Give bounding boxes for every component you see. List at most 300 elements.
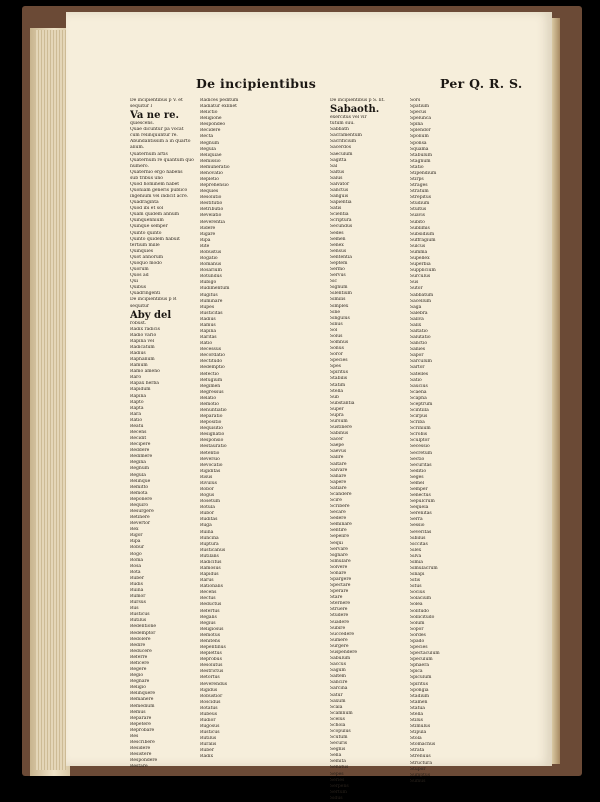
text-line: Quadraginta [130, 200, 159, 206]
text-line: robust. [130, 320, 147, 326]
text-line: Singulus [330, 315, 350, 321]
text-line: Succedere [330, 631, 355, 637]
text-line: Rursus [130, 600, 146, 606]
text-line: Quos ad [130, 273, 149, 279]
text-line: Sagum [330, 668, 346, 674]
text-line: Stola [410, 736, 422, 742]
text-line: Secessio [410, 444, 430, 450]
text-line: Repositio [200, 420, 222, 426]
text-line: Rara [130, 411, 142, 417]
text-line: Stratum [410, 189, 429, 195]
text-line: Ramum [130, 363, 148, 369]
text-line: Roma [130, 557, 144, 563]
text-line: Replettus [200, 651, 222, 657]
text-line: Rapax herba [130, 381, 159, 387]
text-line: Seminare [330, 522, 352, 528]
text-line: Strata [410, 748, 425, 754]
text-line: Rumor [130, 594, 146, 600]
text-line: Rigare [200, 231, 216, 237]
text-line: Reddere [130, 448, 150, 454]
text-line: Ruber [200, 748, 214, 754]
text-line: Solum [410, 620, 425, 626]
text-line: Reprehensio [200, 183, 229, 189]
running-header-left: De incipientibus [196, 76, 317, 91]
text-line: Raphanum [130, 357, 155, 363]
text-line: Ruina [200, 529, 214, 535]
text-line: Statim [330, 382, 346, 388]
text-line: Quoniam generis publico [130, 188, 188, 194]
text-line: Stultus [410, 207, 427, 213]
text-line: Recidere [200, 128, 221, 134]
text-line: Serpens [330, 783, 349, 789]
text-line: Sarculum [410, 359, 432, 365]
text-line: Quae dicuntur pa vocat [130, 127, 184, 133]
text-line: Sphaera [410, 663, 430, 669]
text-line: Silex [410, 547, 422, 553]
text-line: Rutilus [200, 736, 217, 742]
text-line: numero. [130, 163, 149, 169]
text-line: Sarcina [330, 686, 348, 692]
text-line: Saxum [330, 698, 346, 704]
text-line: Scamnum [330, 710, 353, 716]
text-line: Reficere [130, 660, 150, 666]
text-line: Refertus [200, 608, 220, 614]
text-line: Saucius [410, 383, 428, 389]
text-line: Sumus [410, 778, 426, 784]
text-line: De incipientibus p S. lit. [330, 98, 385, 103]
text-line: Remanere [130, 697, 154, 703]
text-line: Ramus [200, 322, 216, 328]
text-line: Sutor [410, 286, 423, 292]
text-line: Studium [410, 201, 430, 207]
text-line: Revertor [130, 521, 151, 527]
text-line: Respondeo [200, 122, 226, 128]
text-line: Secretum [410, 450, 433, 456]
text-line: Sperare [330, 589, 349, 595]
text-line: Relictio [200, 110, 218, 116]
text-line: Reprobus [200, 657, 222, 663]
text-line: Retentio [200, 450, 220, 456]
text-line: Regere [130, 667, 147, 673]
text-line: Rotundus [200, 274, 222, 280]
text-line: Restare [130, 764, 148, 770]
text-line: Rudis [130, 581, 143, 587]
text-line: Quaternum artis [130, 151, 168, 157]
text-line: Saepe [330, 443, 344, 449]
text-line: Spelunca [410, 116, 432, 122]
text-line: Severitas [410, 529, 432, 535]
text-line: Schola [330, 722, 346, 728]
text-line: Quinto quidem habuit [130, 236, 180, 242]
text-line: Quinquennium [130, 218, 164, 224]
text-line: Redentione [130, 624, 157, 630]
text-line: Rusticanus [200, 547, 226, 553]
text-line: Religiosus [200, 626, 224, 632]
text-line: Saltem [330, 674, 346, 680]
text-line: Soror [330, 352, 343, 358]
text-line: Sumere [330, 637, 348, 643]
text-line: Rusticitas [200, 310, 223, 316]
text-line: Rubor [200, 511, 215, 517]
text-line: Rigor [130, 533, 143, 539]
text-line: Redire [130, 642, 146, 648]
text-line: sub tribus uno [130, 175, 163, 181]
text-line: Reversio [200, 456, 220, 462]
text-line: Revelatio [200, 213, 222, 219]
text-line: Servus [330, 273, 346, 279]
text-line: Sordes [410, 632, 426, 638]
text-line: Rus [130, 606, 139, 612]
text-line: Senex [330, 242, 344, 248]
text-line: Scriba [410, 420, 425, 426]
text-line: Sub [330, 394, 339, 400]
text-line: Sceptrum [410, 401, 433, 407]
text-line: Sensus [330, 248, 347, 254]
text-line: Roscidus [200, 699, 221, 705]
text-column-2 [200, 98, 280, 761]
text-line: Scala [330, 704, 343, 710]
text-line: Stabulum [410, 152, 432, 158]
text-line: Stadium [410, 693, 430, 699]
text-line: Surculus [410, 274, 431, 280]
text-line: Quot annorum [130, 254, 164, 260]
text-line: Radicatum [130, 344, 155, 350]
text-line: Rapina [130, 393, 147, 399]
text-line: Radius [200, 316, 216, 322]
text-line: Statio [410, 164, 424, 170]
text-line: Requisitio [200, 426, 223, 432]
text-line: Sapientia [330, 200, 352, 206]
text-line: sequitur [130, 303, 150, 309]
text-line: Robor [200, 487, 214, 492]
text-line: Simplex [330, 303, 349, 309]
text-line: Restitutio [200, 201, 223, 207]
text-line: Septem [330, 260, 348, 266]
text-line: Statua [410, 705, 425, 711]
text-line: Signare [330, 552, 348, 558]
text-line: tutum suu. [330, 121, 355, 127]
text-line: Qui [130, 279, 139, 285]
text-line: Radio vario [130, 332, 157, 338]
text-line: Quoquo modo [130, 260, 162, 266]
text-line: Semper [410, 487, 428, 492]
text-line: Sublimis [410, 225, 430, 231]
text-line: Rupes [200, 304, 215, 310]
text-line: Scaena [410, 389, 427, 395]
text-line: Sanctus [330, 188, 349, 194]
text-line: Reverendus [200, 681, 228, 687]
text-line: Scriptura [330, 218, 352, 224]
text-line: Rotula [200, 505, 215, 511]
text-line: Quinto quinto [130, 230, 162, 236]
text-line: Robustus [200, 249, 222, 255]
text-line: Religio [130, 685, 146, 691]
text-line: Scelus [330, 716, 345, 722]
text-line: Scandere [330, 491, 352, 497]
text-line: Reparare [130, 715, 152, 721]
text-line: Regula [130, 472, 146, 478]
text-line: Sedes [330, 230, 344, 236]
text-line: Spargere [330, 577, 352, 583]
text-line: Redemptio [200, 365, 225, 371]
text-line: Sabaoth. [330, 104, 380, 116]
text-line: Refugium [200, 377, 223, 383]
text-line: Sertum [330, 789, 347, 795]
text-line: Signum [330, 285, 348, 291]
text-line: Sabinus [330, 431, 349, 437]
text-line: Salvare [330, 467, 348, 473]
text-line: Risus [200, 474, 213, 480]
text-line: Stella [410, 711, 424, 717]
text-line: Restauratio [200, 444, 227, 450]
text-line: Sancire [330, 680, 348, 686]
text-line: Series [330, 777, 345, 783]
text-line: Strenuus [410, 754, 431, 760]
text-line: Remedium [130, 703, 155, 709]
text-line: Remuneratio [200, 164, 230, 170]
text-line: Rigidus [200, 687, 218, 693]
text-line: Renovatio [200, 170, 223, 176]
text-line: Repentinus [200, 645, 226, 651]
text-line: Serra [410, 517, 423, 523]
text-line: Rusticus [200, 730, 220, 736]
text-line: Resistere [130, 752, 152, 758]
text-line: Rapidus [200, 572, 219, 578]
text-line: Recessus [200, 347, 222, 353]
text-line: Stagnum [410, 158, 431, 164]
text-line: Rusticus [130, 612, 150, 618]
text-line: Satelles [410, 371, 429, 377]
text-line: Spiculum [410, 675, 432, 681]
text-line: Radius [130, 350, 146, 356]
text-line: Recipere [130, 442, 151, 448]
text-line: Resolutus [200, 663, 223, 669]
text-line: Salix [410, 322, 422, 328]
text-line: Specus [410, 110, 427, 116]
text-line: Recidit [130, 436, 147, 442]
text-line: Stimulus [410, 724, 431, 730]
text-line: Aby del [130, 309, 172, 321]
text-line: Rosetum [200, 499, 221, 505]
text-line: Salire [330, 455, 344, 461]
text-line: Radicitus [200, 559, 222, 565]
text-line: Sanctio [410, 341, 428, 347]
text-line: Rogatio [200, 256, 218, 262]
text-line: Va ne re. [130, 110, 180, 122]
text-line: Responsio [200, 438, 224, 444]
text-line: Referre [130, 654, 148, 660]
text-line: Romanus [200, 262, 222, 268]
text-line: Regalis [200, 614, 217, 620]
text-line: Retinere [130, 515, 150, 521]
text-line: Sedere [330, 516, 347, 522]
text-line: Sabbatum [410, 292, 434, 298]
text-column-3 [330, 98, 410, 802]
text-line: Quaternio ergo habens [130, 169, 183, 175]
text-line: Sepelire [330, 534, 349, 540]
text-line: Scapha [410, 395, 427, 401]
text-line: Reductus [200, 602, 222, 608]
text-line: Spiritus [410, 681, 429, 687]
text-line: Species [410, 645, 428, 651]
text-line: Sectio [410, 456, 425, 462]
text-line: Salvator [330, 181, 350, 187]
text-line: Abundantissim a in quarto [130, 139, 191, 145]
text-line: Rutilus [130, 618, 147, 624]
text-line: Silentium [330, 291, 352, 297]
text-line: Subito [410, 219, 425, 225]
text-line: Scrobis [410, 432, 428, 438]
text-line: Splendor [410, 128, 431, 134]
text-line: Suffragium [410, 237, 436, 243]
text-line: Rosarium [200, 268, 222, 274]
text-line: Ripa [130, 539, 141, 545]
text-line: Sacerdos [330, 145, 351, 151]
text-line: Scrinium [410, 426, 431, 432]
text-line: Redimere [130, 454, 153, 460]
text-line: Semita [330, 759, 346, 765]
text-line: Recta [200, 134, 214, 140]
text-line: Rectitudo [200, 359, 223, 365]
text-line: Radix radicis [130, 326, 160, 332]
text-line: Residere [130, 746, 151, 752]
text-line: Reponere [130, 496, 153, 502]
text-line: Siccitas [410, 541, 428, 547]
text-line: Semel [410, 480, 425, 486]
text-line: Stamen [410, 699, 428, 705]
text-line: Sponsa [410, 140, 427, 146]
text-line: Stilus [410, 717, 423, 723]
text-line: Sartor [410, 365, 425, 371]
text-line: Securitas [410, 462, 432, 468]
text-line: Ridere [200, 225, 216, 231]
text-line: Retributio [200, 207, 224, 213]
text-line: Saliva [410, 316, 424, 322]
text-line: Repetere [130, 721, 151, 727]
text-line: Sequi [330, 540, 343, 546]
text-line: Ruga [200, 523, 212, 529]
text-line: Regimen [200, 383, 221, 389]
text-line: Superbia [410, 262, 431, 268]
text-line: Semen [330, 236, 346, 242]
text-line: Senectus [410, 493, 431, 499]
text-line: Spica [410, 669, 423, 675]
text-line: Summa [410, 249, 428, 255]
text-line: Ruditas [200, 517, 218, 523]
text-line: Spiritus [330, 370, 349, 376]
text-line: Spectare [330, 583, 351, 589]
text-line: Quadringenti [130, 291, 161, 297]
text-line: Salus [330, 175, 343, 181]
text-line: Servare [330, 546, 348, 552]
text-line: Ramosus [200, 566, 221, 572]
text-line: Rex [130, 527, 139, 533]
text-line: Respondere [130, 758, 158, 764]
text-line: Res [130, 733, 139, 739]
text-line: Silva [410, 553, 422, 559]
text-line: Sagitta [330, 157, 347, 163]
text-line: Spongia [410, 687, 429, 693]
text-line: Secundus [330, 224, 353, 230]
text-line: Reatu [130, 423, 144, 429]
text-line: Scire [330, 498, 342, 503]
text-line: Raro [130, 375, 142, 381]
text-line: Sus [410, 280, 419, 286]
text-line: Rarus [200, 578, 214, 584]
text-line: Suavis [410, 213, 425, 219]
text-line: Securis [330, 741, 348, 747]
text-line: Ruptura [200, 541, 219, 547]
text-line: Remissio [200, 158, 221, 164]
running-header-right: Per Q. R. S. [440, 76, 523, 91]
text-line: Saga [410, 304, 422, 310]
text-line: Strages [410, 183, 428, 189]
text-line: Rigiditas [200, 468, 221, 474]
text-line: Remitto [130, 484, 149, 490]
text-line: Saevus [330, 449, 347, 455]
text-line: Restrictus [200, 669, 224, 675]
text-line: Rectus [200, 596, 216, 602]
text-line: Saltare [330, 461, 347, 467]
text-line: Sidus [330, 795, 343, 801]
text-line: Spado [410, 638, 425, 644]
text-line: Reprobare [130, 727, 155, 733]
text-line: Quam quidem annum [130, 212, 180, 218]
text-line: Remus [130, 709, 146, 715]
text-line: Rapina [200, 328, 217, 334]
text-line: Sacellum [410, 298, 431, 304]
text-line: Sanies [410, 347, 426, 353]
text-line: Stomachus [410, 742, 436, 748]
text-line: Regnum [200, 140, 219, 146]
text-line: Rapidum [130, 387, 151, 393]
text-line: Sessio [410, 523, 425, 529]
page-stack-edges [36, 30, 66, 770]
text-line: Rapina vel [130, 338, 155, 344]
text-line: Recens [130, 429, 147, 435]
text-line: Solacium [410, 596, 432, 602]
text-line: Rotatus [200, 705, 218, 711]
text-line: Sal [330, 163, 338, 169]
text-line: Relinquere [130, 691, 156, 697]
text-line: De incipientibus p V. et [130, 98, 183, 103]
text-line: Senatus [330, 765, 349, 771]
text-line: Sursum [330, 418, 348, 424]
page-fore-edge [552, 18, 560, 764]
text-line: Solvere [330, 564, 348, 570]
text-line: Squama [410, 146, 429, 152]
text-line: Ratio [130, 417, 143, 423]
text-line: Regula [200, 146, 216, 152]
text-line: Robustior [200, 693, 223, 699]
text-line: Saeculum [330, 151, 353, 157]
text-line: Stipendium [410, 170, 437, 176]
text-line: Repletio [200, 177, 219, 183]
text-line: Scintilla [410, 407, 429, 413]
text-line: Ratio [200, 341, 213, 347]
text-line: Rudior [200, 717, 216, 723]
text-line: exercitus vel vir [330, 115, 367, 121]
text-line: Stabilis [330, 376, 348, 382]
text-line: Resignatio [200, 432, 225, 438]
text-line: Scientia [330, 212, 349, 218]
text-line: Rapta [130, 405, 144, 411]
text-line: Rosa [130, 563, 142, 569]
text-line: Socius [410, 590, 425, 596]
text-line: Sabbath [330, 127, 349, 133]
text-line: Simia [410, 559, 423, 565]
text-line: Sumptus [410, 772, 431, 778]
